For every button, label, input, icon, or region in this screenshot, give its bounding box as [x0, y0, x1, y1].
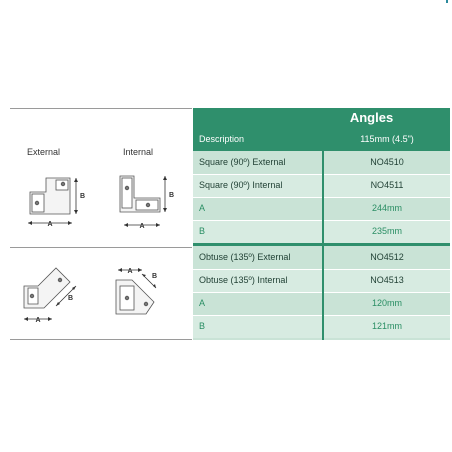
int-square-dim-a: A — [139, 223, 145, 230]
angles-table — [193, 108, 450, 340]
diagram-panel — [10, 108, 192, 340]
row-value: 244mm — [371, 203, 402, 213]
row-desc: B — [199, 226, 206, 236]
row-value: 235mm — [371, 226, 402, 236]
table-title: Angles — [193, 108, 450, 128]
external-label: External — [27, 147, 61, 157]
int-square-dim-b: B — [169, 192, 175, 199]
row-desc: A — [199, 203, 206, 213]
header-description: Description — [199, 134, 245, 144]
row-value: 121mm — [371, 321, 402, 331]
row-desc: Obtuse (135º) External — [199, 252, 291, 262]
row-value: NO4511 — [370, 180, 404, 190]
row-value: 120mm — [371, 298, 402, 308]
row-desc: B — [199, 321, 206, 331]
row-desc: A — [199, 298, 206, 308]
row-desc: Square (90º) External — [199, 157, 286, 167]
row-value: NO4510 — [370, 157, 404, 167]
int-obtuse-dim-a: A — [127, 268, 133, 275]
int-obtuse-dim-b: B — [152, 273, 158, 280]
fitting-diagrams — [10, 108, 192, 340]
header-size: 115mm (4.5") — [360, 134, 414, 144]
row-value: NO4512 — [370, 252, 404, 262]
row-desc: Square (90º) Internal — [199, 180, 283, 190]
obtuse-internal-fitting — [116, 268, 156, 314]
ext-square-dim-b: B — [80, 193, 86, 200]
column-divider — [322, 128, 324, 340]
row-value: NO4513 — [370, 275, 404, 285]
corner-mark — [446, 0, 448, 3]
ext-square-dim-a: A — [47, 221, 53, 228]
square-external-fitting — [28, 178, 78, 225]
square-internal-fitting — [120, 176, 167, 227]
internal-label: Internal — [123, 147, 154, 157]
ext-obtuse-dim-b: B — [68, 295, 74, 302]
row-desc: Obtuse (135º) Internal — [199, 275, 288, 285]
ext-obtuse-dim-a: A — [35, 317, 41, 324]
